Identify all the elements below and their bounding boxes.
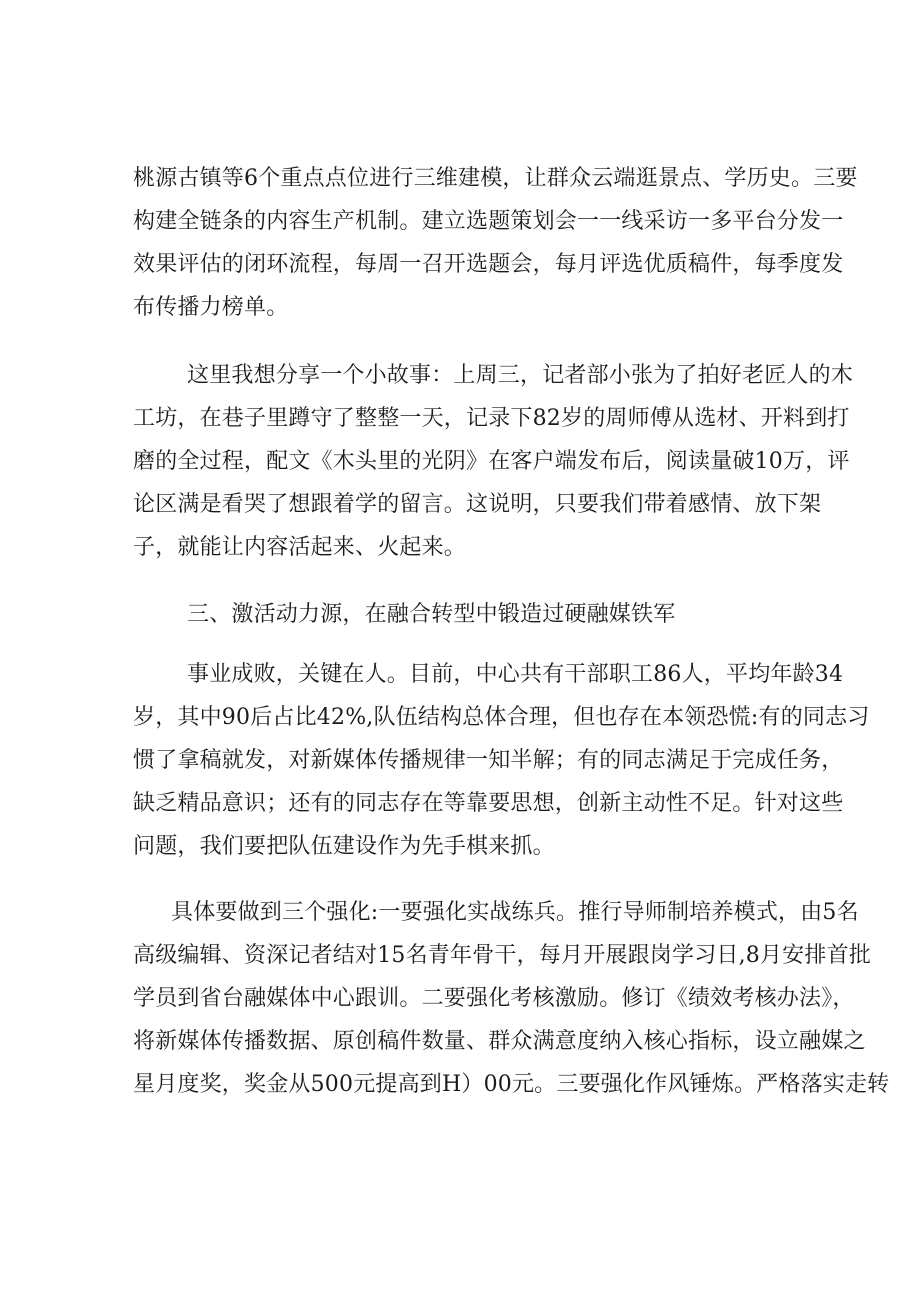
text-line: 构建全链条的内容生产机制。建立选题策划会一一线采访一多平台分发一 — [133, 209, 844, 234]
section-heading: 三、激活动力源，在融合转型中锻造过硬融媒铁军 — [187, 602, 676, 627]
text-line: 效果评估的闭环流程，每周一召开选题会，每月评选优质稿件，每季度发 — [133, 252, 844, 277]
text-line: 磨的全过程，配文《木头里的光阴》在客户端发布后，阅读量破10万，评 — [133, 449, 850, 474]
text-line: 星月度奖，奖金从500元提高到H）00元。三要强化作风锤炼。严格落实走转 — [133, 1072, 890, 1097]
text-line: 岁，其中90后占比42%,队伍结构总体合理，但也存在本领恐慌:有的同志习 — [133, 705, 870, 730]
text-line: 问题，我们要把队伍建设作为先手棋来抓。 — [133, 834, 555, 859]
text-line: 工坊，在巷子里蹲守了整整一天，记录下82岁的周师傅从选材、开料到打 — [133, 406, 850, 431]
text-line: 将新媒体传播数据、原创稿件数量、群众满意度纳入核心指标，设立融媒之 — [133, 1029, 866, 1054]
text-line: 学员到省台融媒体中心跟训。二要强化考核激励。修订《绩效考核办法》， — [133, 986, 855, 1011]
text-line: 缺乏精品意识；还有的同志存在等靠要思想，创新主动性不足。针对这些 — [133, 791, 844, 816]
text-line: 这里我想分享一个小故事：上周三，记者部小张为了拍好老匠人的木 — [187, 363, 854, 388]
text-line: 惯了拿稿就发，对新媒体传播规律一知半解；有的同志满足于完成任务， — [133, 748, 844, 773]
text-line: 论区满是看哭了想跟着学的留言。这说明，只要我们带着感情、放下架 — [133, 492, 822, 517]
text-line: 子，就能让内容活起来、火起来。 — [133, 535, 467, 560]
text-line: 事业成败，关键在人。目前，中心共有干部职工86人，平均年龄34 — [187, 662, 844, 687]
text-line: 具体要做到三个强化:一要强化实战练兵。推行导师制培养模式，由5名 — [171, 900, 859, 925]
text-line: 高级编辑、资深记者结对15名青年骨干，每月开展跟岗学习日,8月安排首批 — [133, 943, 871, 968]
text-line: 桃源古镇等6个重点点位进行三维建模，让群众云端逛景点、学历史。三要 — [133, 166, 858, 191]
text-line: 布传播力榜单。 — [133, 295, 289, 320]
